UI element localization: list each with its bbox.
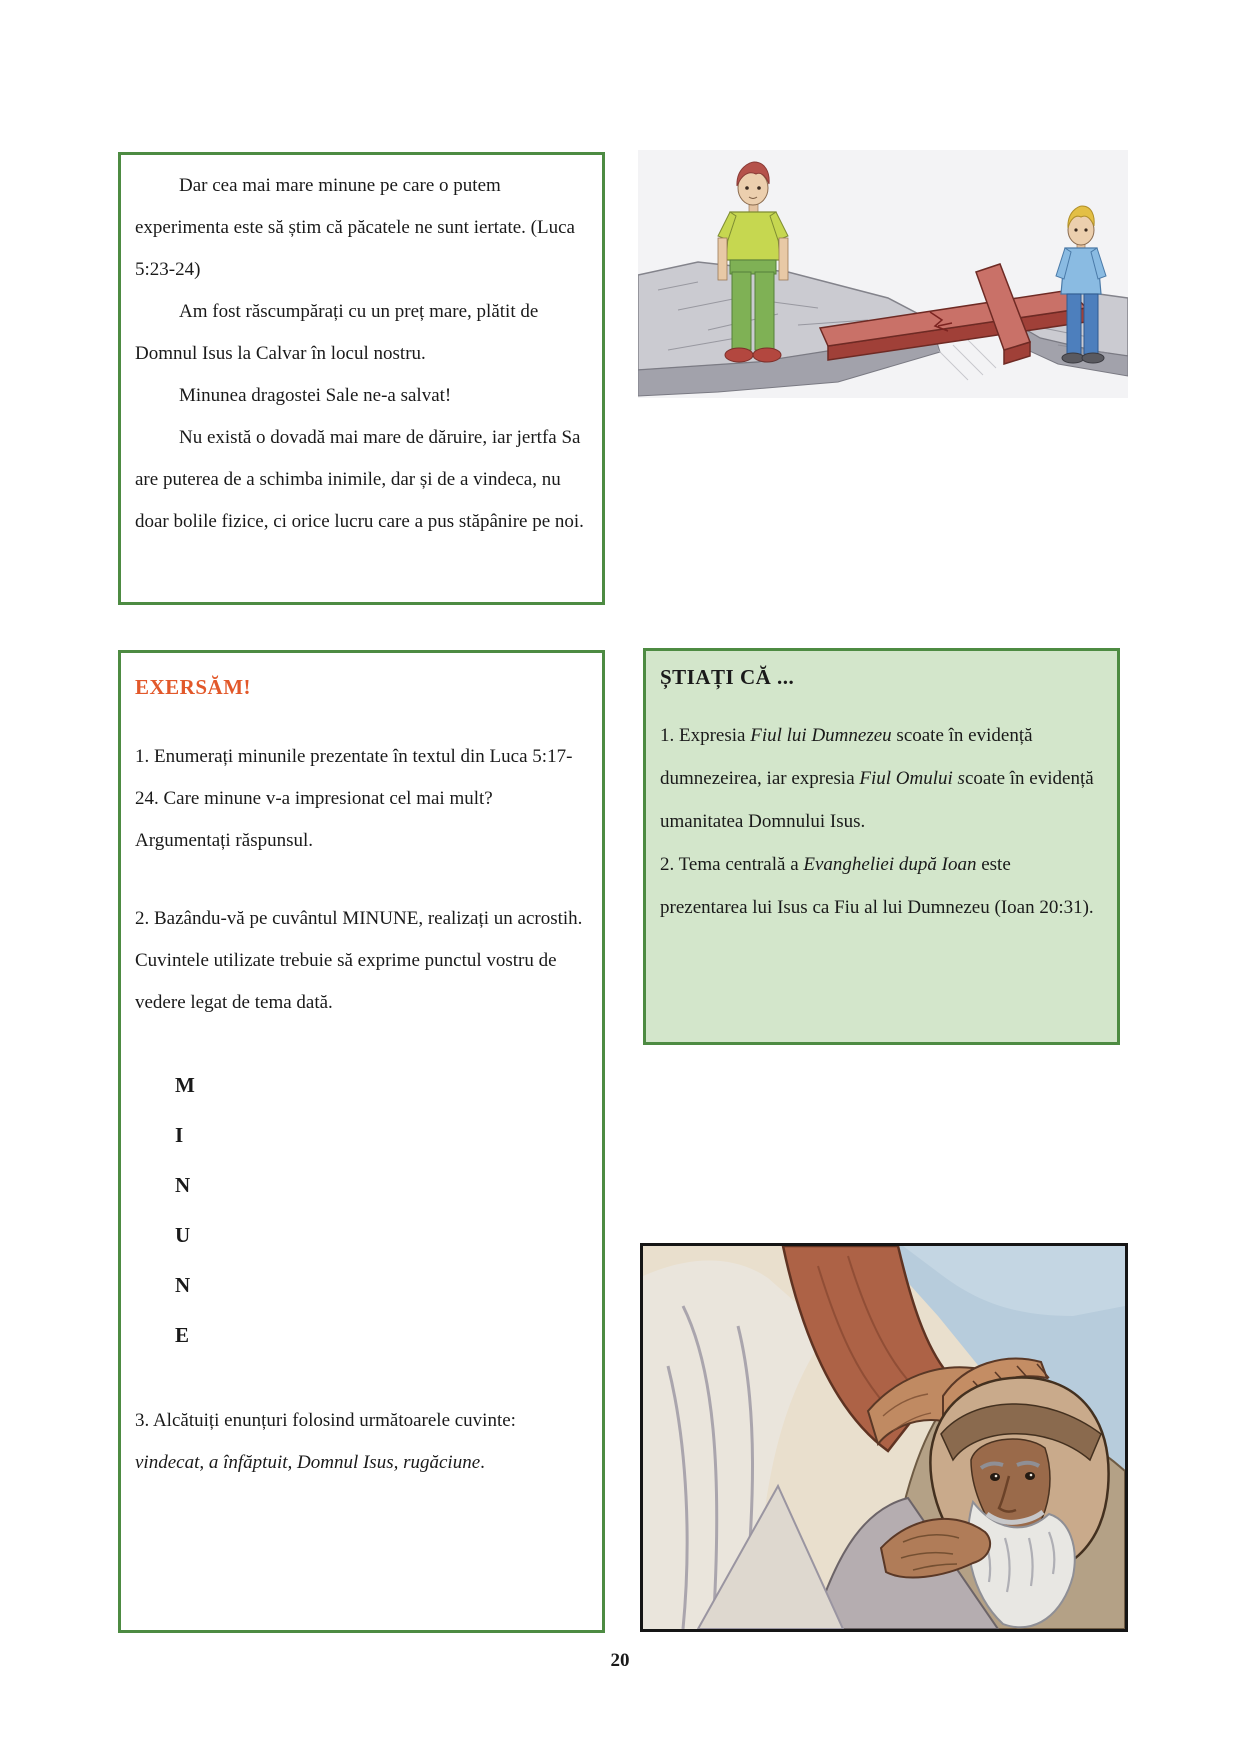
acrostic-letter: I (175, 1123, 184, 1147)
healing-painting (643, 1246, 1125, 1629)
fact-1-text: 1. Expresia (660, 725, 751, 746)
acrostic-letter: M (175, 1073, 195, 1097)
boy-left-shoes (725, 348, 753, 362)
acrostic-letter: N (175, 1273, 191, 1297)
exercise-3 (135, 1400, 586, 1484)
exercise-1: 1. Enumerați minunile prezentate în textul din Luca 5:17-24. Care minune v-a impresionat cel mai mult? Argumentați răspunsul. (135, 746, 573, 851)
fact-1-text: coate în evidență umanitatea Domnului Isus. (660, 768, 1094, 832)
fact-2-text: 2. Tema centrală a (660, 854, 804, 875)
boy-right-pants (1067, 294, 1081, 354)
exercise-3-words: vindecat, a înfăptuit, Domnul Isus, rugăciune (135, 1452, 481, 1473)
cross-bridge-illustration (638, 150, 1128, 398)
fact-1-text: scoate în evidență dumnezeirea, iar expresia (660, 725, 1033, 789)
intro-paragraph: Am fost răscumpărați cu un preț mare, plătit de Domnul Isus la Calvar în locul nostru. (135, 301, 539, 364)
did-you-know-box (643, 648, 1120, 1045)
intro-paragraph: Minunea dragostei Sale ne-a salvat! (179, 385, 452, 406)
intro-text-box (118, 152, 605, 605)
acrostic-letter: U (175, 1223, 191, 1247)
acrostic-letter: E (175, 1323, 190, 1347)
boy-right-shoes (1062, 353, 1084, 363)
intro-paragraph: Dar cea mai mare minune pe care o putem experimenta este să știm că păcatele ne sunt iertate. (Luca 5:23-24) (135, 175, 575, 280)
acrostic-minune (175, 1060, 586, 1360)
exercise-2: 2. Bazându-vă pe cuvântul MINUNE, realizați un acrostih. Cuvintele utilizate trebuie să exprime punctul vostru de vedere legat de tema dată. (135, 908, 583, 1013)
did-you-know-heading: ȘTIAȚI CĂ ... (660, 665, 795, 689)
exercise-3-text: 3. Alcătuiți enunțuri folosind următoarele cuvinte: (135, 1410, 516, 1431)
fact-2-term: Evangheliei după Ioan (803, 854, 977, 875)
exercises-box (118, 650, 605, 1633)
boy-left-pants (732, 272, 751, 350)
cross-bridge-drawing (638, 150, 1128, 398)
fact-2 (660, 843, 1103, 929)
page-number: 20 (610, 1650, 630, 1671)
exercise-3-period: . (480, 1452, 485, 1473)
healing-illustration (640, 1243, 1128, 1632)
fact-1-term-1: Fiul lui Dumnezeu (750, 725, 892, 746)
fact-2-text: este prezentarea lui Isus ca Fiu al lui Dumnezeu (Ioan 20:31). (660, 854, 1094, 918)
acrostic-letter: N (175, 1173, 191, 1197)
intro-paragraph: Nu există o dovadă mai mare de dăruire, iar jertfa Sa are puterea de a schimba inimile, dar și de a vindeca, nu doar bolile fizice, ci orice lucru care a pus stăpânire pe noi. (135, 427, 584, 532)
exercises-heading: EXERSĂM! (135, 675, 252, 699)
fact-1-term-2: Fiul Omului s (859, 768, 965, 789)
fact-1 (660, 714, 1103, 843)
